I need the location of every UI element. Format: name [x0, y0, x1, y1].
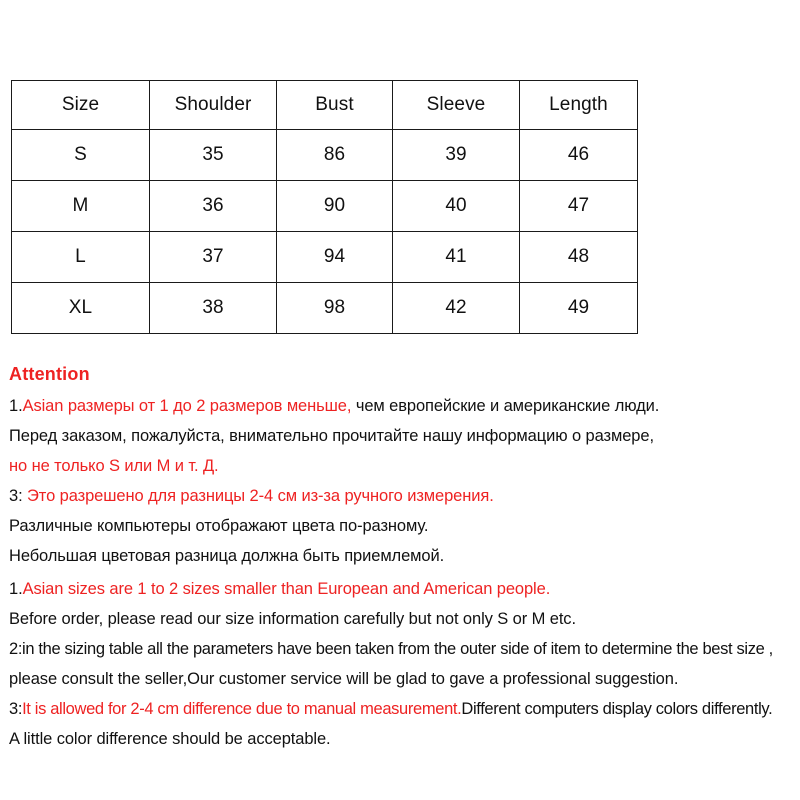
attention-heading: Attention: [9, 364, 90, 384]
note-text-segment: 1.: [9, 580, 23, 598]
note-text-segment: Asian sizes are 1 to 2 sizes smaller than European and American people.: [22, 580, 551, 598]
table-row: [12, 181, 638, 232]
table-row: [12, 283, 638, 334]
cell-length: 48: [520, 232, 638, 283]
attention-note-line: [9, 421, 797, 451]
cell-bust: 94: [277, 232, 393, 283]
cell-sleeve: 42: [393, 283, 520, 334]
note-text-segment: It is allowed for 2-4 cm difference due to manual measurement.: [22, 700, 462, 718]
size-chart-table-container: [11, 80, 637, 334]
attention-note-lines: [9, 391, 797, 754]
note-text-segment: A little color difference should be acceptable.: [9, 730, 331, 748]
note-text-segment: Различные компьютеры отображают цвета по-разному.: [9, 517, 429, 535]
attention-note-line: [9, 634, 797, 664]
attention-note-line: [9, 664, 797, 694]
attention-note-line: [9, 481, 797, 511]
cell-length: 47: [520, 181, 638, 232]
column-header-length: Length: [520, 81, 638, 130]
cell-size: S: [12, 130, 150, 181]
note-text-segment: Before order, please read our size information carefully but not only S or M etc.: [9, 610, 576, 628]
note-text-segment: чем европейские и американские люди.: [351, 397, 660, 415]
cell-bust: 98: [277, 283, 393, 334]
cell-size: XL: [12, 283, 150, 334]
table-row: [12, 130, 638, 181]
cell-shoulder: 38: [150, 283, 277, 334]
attention-note-line: [9, 694, 797, 724]
attention-note-line: [9, 574, 797, 604]
cell-bust: 86: [277, 130, 393, 181]
cell-shoulder: 35: [150, 130, 277, 181]
attention-note-line: [9, 604, 797, 634]
note-text-segment: Перед заказом, пожалуйста, внимательно прочитайте нашу информацию о размере,: [9, 427, 654, 445]
cell-sleeve: 40: [393, 181, 520, 232]
note-text-segment: 1.: [9, 397, 23, 415]
column-header-size: Size: [12, 81, 150, 130]
note-text-segment: please consult the seller,Our customer service will be glad to gave a professional suggestion.: [9, 670, 679, 688]
cell-bust: 90: [277, 181, 393, 232]
attention-note-line: [9, 451, 797, 481]
table-row: [12, 232, 638, 283]
attention-note-line: [9, 541, 797, 571]
note-text-segment: 3:: [9, 487, 23, 505]
table-header-row: [12, 81, 638, 130]
cell-sleeve: 39: [393, 130, 520, 181]
column-header-bust: Bust: [277, 81, 393, 130]
cell-length: 49: [520, 283, 638, 334]
column-header-sleeve: Sleeve: [393, 81, 520, 130]
cell-shoulder: 37: [150, 232, 277, 283]
attention-note-line: [9, 724, 797, 754]
attention-notes-section: [9, 362, 797, 754]
cell-length: 46: [520, 130, 638, 181]
attention-note-line: [9, 391, 797, 421]
cell-sleeve: 41: [393, 232, 520, 283]
attention-note-line: [9, 511, 797, 541]
note-text-segment: 3:: [9, 700, 23, 718]
note-text-segment: Небольшая цветовая разница должна быть приемлемой.: [9, 547, 445, 565]
note-text-segment: Это разрешено для разницы 2-4 см из-за ручного измерения.: [22, 487, 494, 505]
column-header-shoulder: Shoulder: [150, 81, 277, 130]
note-text-segment: Asian размеры от 1 до 2 размеров меньше,: [22, 397, 352, 415]
note-text-segment: 2:in the sizing table all the parameters have been taken from the outer side of item to determine the best size ,: [9, 640, 773, 658]
size-chart-table: [11, 80, 638, 334]
cell-shoulder: 36: [150, 181, 277, 232]
cell-size: M: [12, 181, 150, 232]
note-text-segment: Different computers display colors differently.: [461, 700, 773, 718]
cell-size: L: [12, 232, 150, 283]
note-text-segment: но не только S или M и т. Д.: [9, 457, 219, 475]
